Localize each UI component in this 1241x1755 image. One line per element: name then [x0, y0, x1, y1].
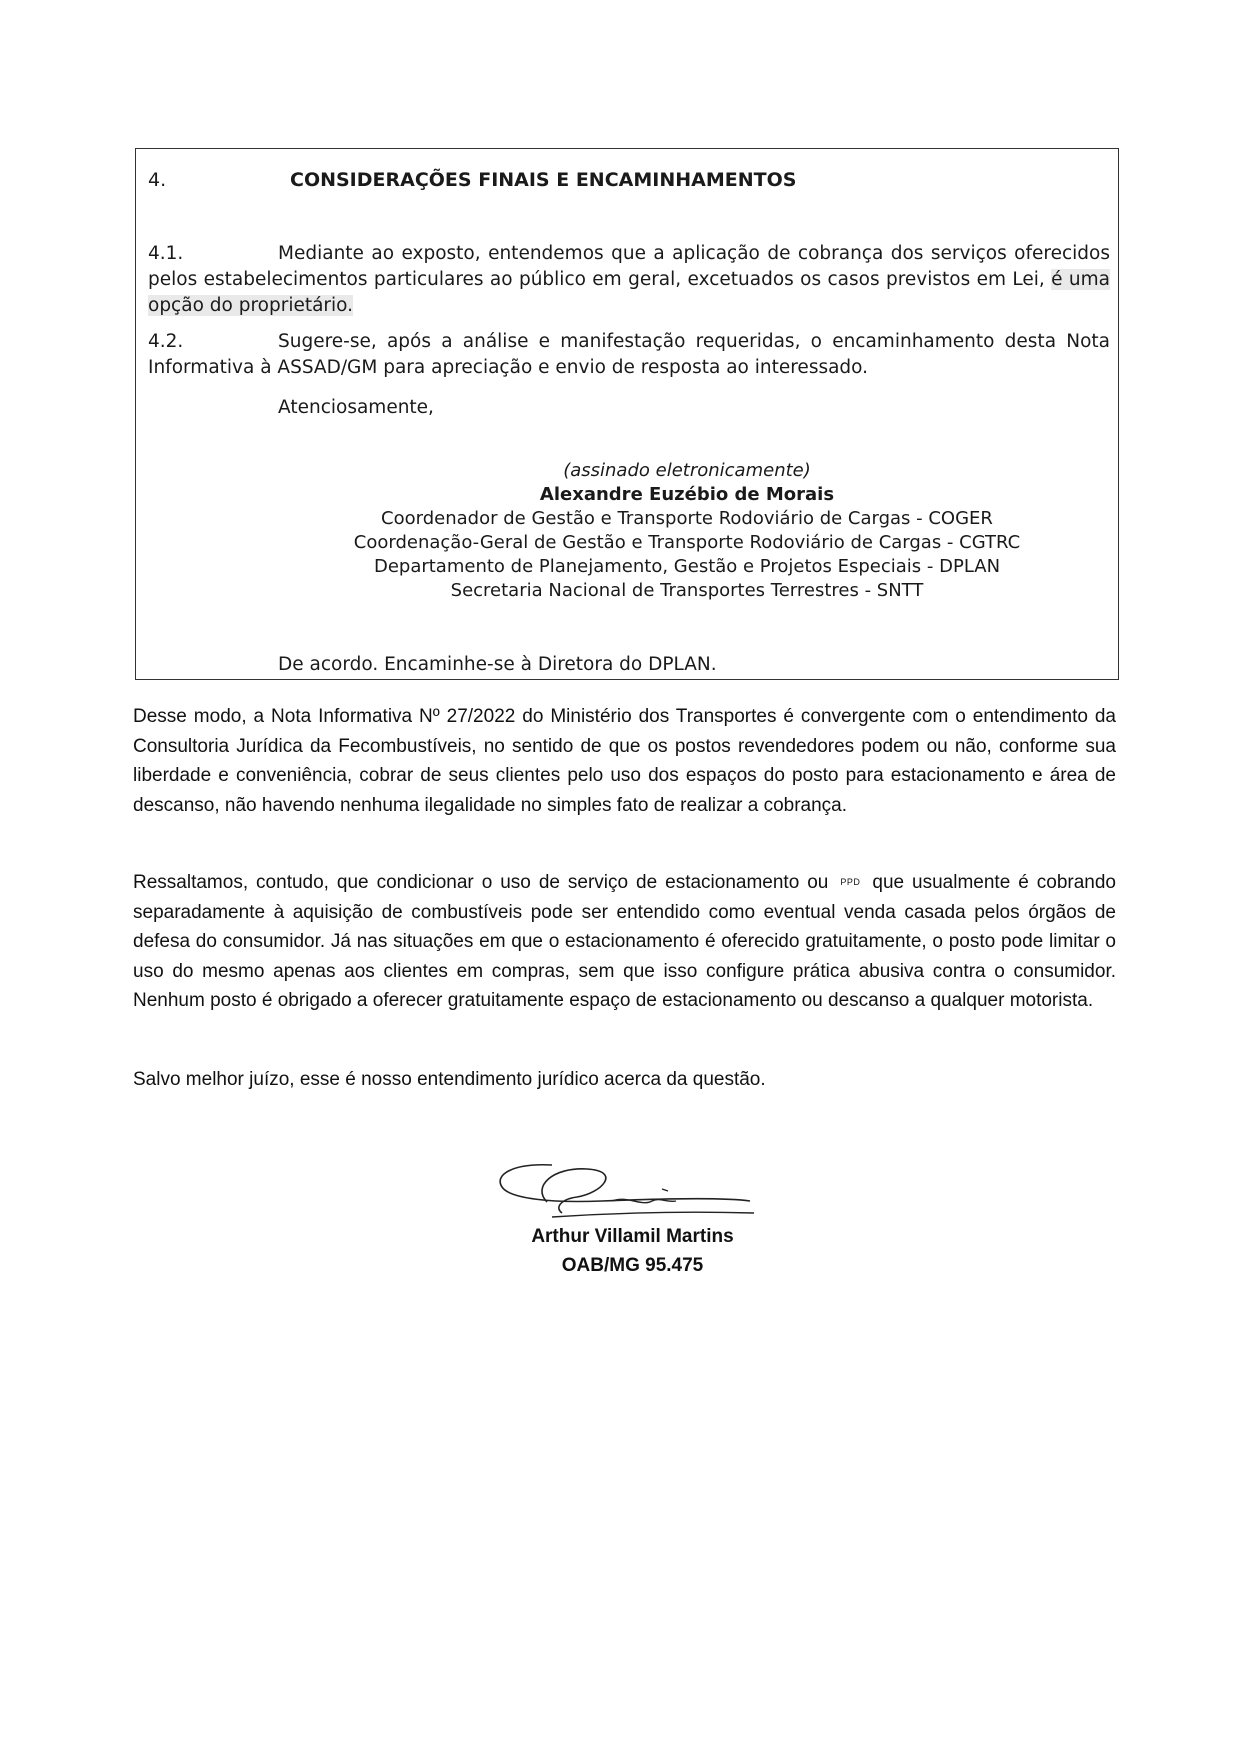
paragraph-4-2 — [148, 329, 1110, 381]
paragraph-4-1-highlight: é uma opção do proprietário. — [148, 269, 1110, 316]
handwritten-signature — [492, 1157, 762, 1223]
body-paragraph-2 — [133, 868, 1116, 1016]
section-number: 4. — [148, 169, 167, 191]
body-paragraph-3: Salvo melhor juízo, esse é nosso entendimento jurídico acerca da questão. — [133, 1069, 766, 1090]
greeting: Atenciosamente, — [278, 397, 434, 418]
signer-name: Arthur Villamil Martins — [531, 1226, 734, 1247]
section-title: CONSIDERAÇÕES FINAIS E ENCAMINHAMENTOS — [290, 169, 797, 191]
ppd-mark: PPD — [840, 877, 861, 888]
signer-title-line: Coordenador de Gestão e Transporte Rodoviário de Cargas - COGER — [381, 508, 993, 529]
paragraph-4-1 — [148, 241, 1110, 319]
signer-title-line: Departamento de Planejamento, Gestão e Projetos Especiais - DPLAN — [373, 556, 1001, 577]
signer-title-line: Coordenação-Geral de Gestão e Transporte Rodoviário de Cargas - CGTRC — [353, 532, 1021, 553]
quoted-excerpt — [135, 148, 1119, 680]
paragraph-4-1-number: 4.1. — [148, 243, 184, 264]
body-paragraph-1: Desse modo, a Nota Informativa Nº 27/2022 do Ministério dos Transportes é convergente com o entendimento da Consultoria Jurídica da Fecombustíveis, no sentido de que os postos revendedores podem ou não, conforme sua liberdade e conveniência, cobrar de seus clientes pelo uso dos espaços do posto para estacionamento e área de descanso, não havendo nenhuma ilegalidade no simples fato de realizar a cobrança. — [133, 706, 1116, 816]
excerpt-signature-block — [136, 459, 1118, 603]
signer-block — [0, 1222, 1241, 1280]
agreement-line: De acordo. Encaminhe-se à Diretora do DPLAN. — [278, 654, 717, 675]
body-paragraph-2-end: que usualmente é cobrando separadamente à aquisição de combustíveis pode ser entendido como eventual venda casada pelos órgãos de defesa do consumidor. Já nas situações em que o estacionamento é oferecido gratuitamente, o posto pode limitar o uso do mesmo apenas aos clientes em compras, sem que isso configure prática abusiva contra o consumidor. Nenhum posto é obrigado a oferecer gratuitamente espaço de estacionamento ou descanso a qualquer motorista. — [133, 872, 1116, 1012]
signer-title-line: Secretaria Nacional de Transportes Terrestres - SNTT — [450, 580, 924, 601]
excerpt-signer-name: Alexandre Euzébio de Morais — [539, 484, 835, 505]
signer-registration: OAB/MG 95.475 — [561, 1255, 704, 1276]
body-paragraph-2-start: Ressaltamos, contudo, que condicionar o uso de serviço de estacionamento ou — [133, 872, 829, 893]
paragraph-4-2-number: 4.2. — [148, 331, 184, 352]
paragraph-4-1-text: Mediante ao exposto, entendemos que a aplicação de cobrança dos serviços oferecidos pelos estabelecimentos particulares ao público em geral, excetuados os casos previstos em Lei, — [148, 243, 1110, 290]
paragraph-4-2-text: Sugere-se, após a análise e manifestação requeridas, o encaminhamento desta Nota Informativa à ASSAD/GM para apreciação e envio de resposta ao interessado. — [148, 331, 1110, 378]
signed-electronically-note: (assinado eletronicamente) — [563, 460, 811, 481]
